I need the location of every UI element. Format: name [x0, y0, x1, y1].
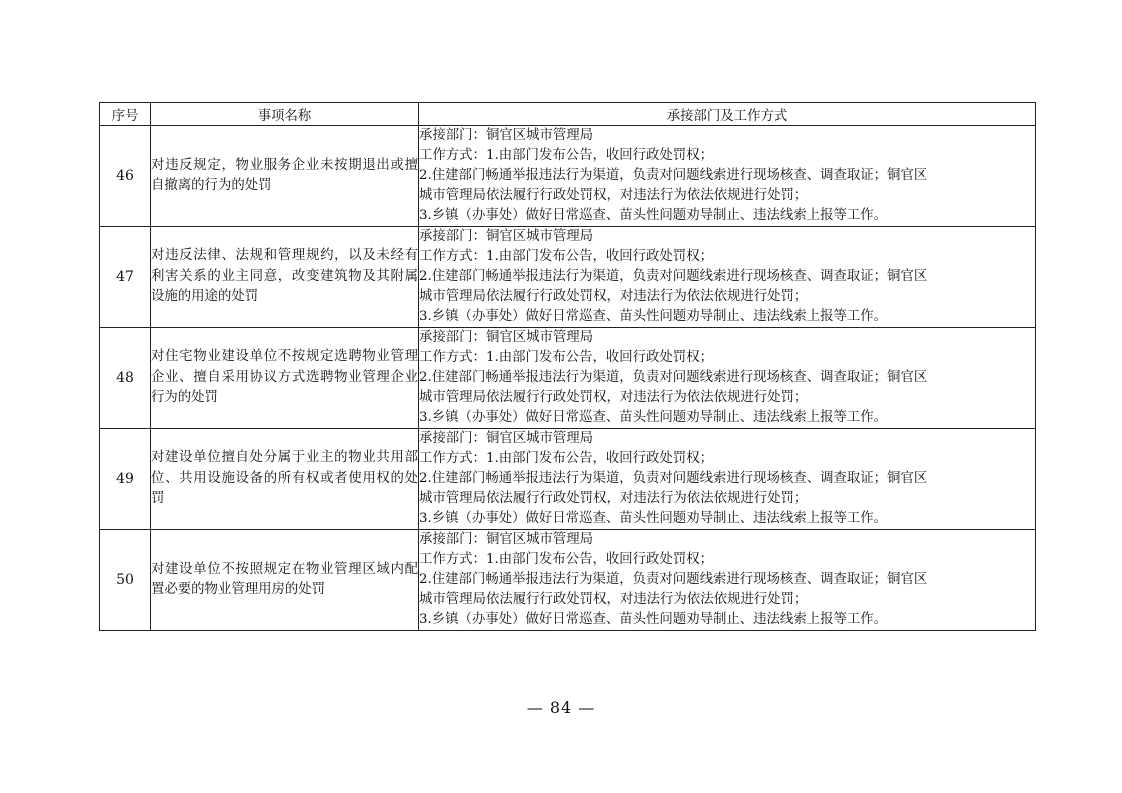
- method-line: 城市管理局依法履行行政处罚权，对违法行为依法依规进行处罚；: [419, 592, 808, 607]
- method-line: 3.乡镇（办事处）做好日常巡查、苗头性问题劝导制止、违法线索上报等工作。: [419, 612, 888, 627]
- method-line: 3.乡镇（办事处）做好日常巡查、苗头性问题劝导制止、违法线索上报等工作。: [419, 410, 888, 425]
- method-line: 2.住建部门畅通举报违法行为渠道，负责对问题线索进行现场核查、调查取证；铜官区: [419, 168, 928, 183]
- method-line: 3.乡镇（办事处）做好日常巡查、苗头性问题劝导制止、违法线索上报等工作。: [419, 309, 888, 324]
- row-number: 50: [100, 530, 151, 631]
- department-line: 承接部门：铜官区城市管理局: [419, 431, 594, 446]
- method-line: 城市管理局依法履行行政处罚权，对违法行为依法依规进行处罚；: [419, 491, 808, 506]
- item-name: 对违反法律、法规和管理规约，以及未经有利害关系的业主同意，改变建筑物及其附属设施的用途的处罚: [151, 227, 419, 328]
- item-name: 对违反规定，物业服务企业未按期退出或擅自撤离的行为的处罚: [151, 126, 419, 227]
- item-name: 对建设单位擅自处分属于业主的物业共用部位、共用设施设备的所有权或者使用权的处罚: [151, 429, 419, 530]
- table-header-row: [100, 103, 1036, 126]
- method-line: 工作方式：1.由部门发布公告，收回行政处罚权；: [419, 350, 713, 365]
- method-line: 3.乡镇（办事处）做好日常巡查、苗头性问题劝导制止、违法线索上报等工作。: [419, 208, 888, 223]
- method-line: 2.住建部门畅通举报违法行为渠道，负责对问题线索进行现场核查、调查取证；铜官区: [419, 572, 928, 587]
- page-number: — 84 —: [526, 698, 596, 717]
- row-number: 46: [100, 126, 151, 227]
- row-number: 49: [100, 429, 151, 530]
- method-line: 城市管理局依法履行行政处罚权，对违法行为依法依规进行处罚；: [419, 188, 808, 203]
- method-line: 城市管理局依法履行行政处罚权，对违法行为依法依规进行处罚；: [419, 390, 808, 405]
- row-number: 48: [100, 328, 151, 429]
- method-line: 2.住建部门畅通举报违法行为渠道，负责对问题线索进行现场核查、调查取证；铜官区: [419, 269, 928, 284]
- item-name: 对建设单位不按照规定在物业管理区域内配置必要的物业管理用房的处罚: [151, 530, 419, 631]
- method-line: 2.住建部门畅通举报违法行为渠道，负责对问题线索进行现场核查、调查取证；铜官区: [419, 370, 928, 385]
- department-method: [419, 126, 1036, 227]
- table-row: [100, 126, 1036, 227]
- department-line: 承接部门：铜官区城市管理局: [419, 532, 594, 547]
- department-line: 承接部门：铜官区城市管理局: [419, 330, 594, 345]
- table-row: [100, 227, 1036, 328]
- department-method: [419, 429, 1036, 530]
- table-row: [100, 328, 1036, 429]
- items-table: [99, 102, 1036, 631]
- method-line: 工作方式：1.由部门发布公告，收回行政处罚权；: [419, 451, 713, 466]
- method-line: 工作方式：1.由部门发布公告，收回行政处罚权；: [419, 148, 713, 163]
- department-line: 承接部门：铜官区城市管理局: [419, 229, 594, 244]
- method-line: 3.乡镇（办事处）做好日常巡查、苗头性问题劝导制止、违法线索上报等工作。: [419, 511, 888, 526]
- department-method: [419, 530, 1036, 631]
- department-method: [419, 328, 1036, 429]
- header-serial-number: 序号: [100, 103, 151, 126]
- header-item-name: 事项名称: [151, 103, 419, 126]
- table-row: [100, 530, 1036, 631]
- method-line: 城市管理局依法履行行政处罚权，对违法行为依法依规进行处罚；: [419, 289, 808, 304]
- item-name: 对住宅物业建设单位不按规定选聘物业管理企业、擅自采用协议方式选聘物业管理企业行为的处罚: [151, 328, 419, 429]
- method-line: 2.住建部门畅通举报违法行为渠道，负责对问题线索进行现场核查、调查取证；铜官区: [419, 471, 928, 486]
- header-department-method: 承接部门及工作方式: [419, 103, 1036, 126]
- method-line: 工作方式：1.由部门发布公告，收回行政处罚权；: [419, 249, 713, 264]
- department-method: [419, 227, 1036, 328]
- department-line: 承接部门：铜官区城市管理局: [419, 128, 594, 143]
- method-line: 工作方式：1.由部门发布公告，收回行政处罚权；: [419, 552, 713, 567]
- row-number: 47: [100, 227, 151, 328]
- table-row: [100, 429, 1036, 530]
